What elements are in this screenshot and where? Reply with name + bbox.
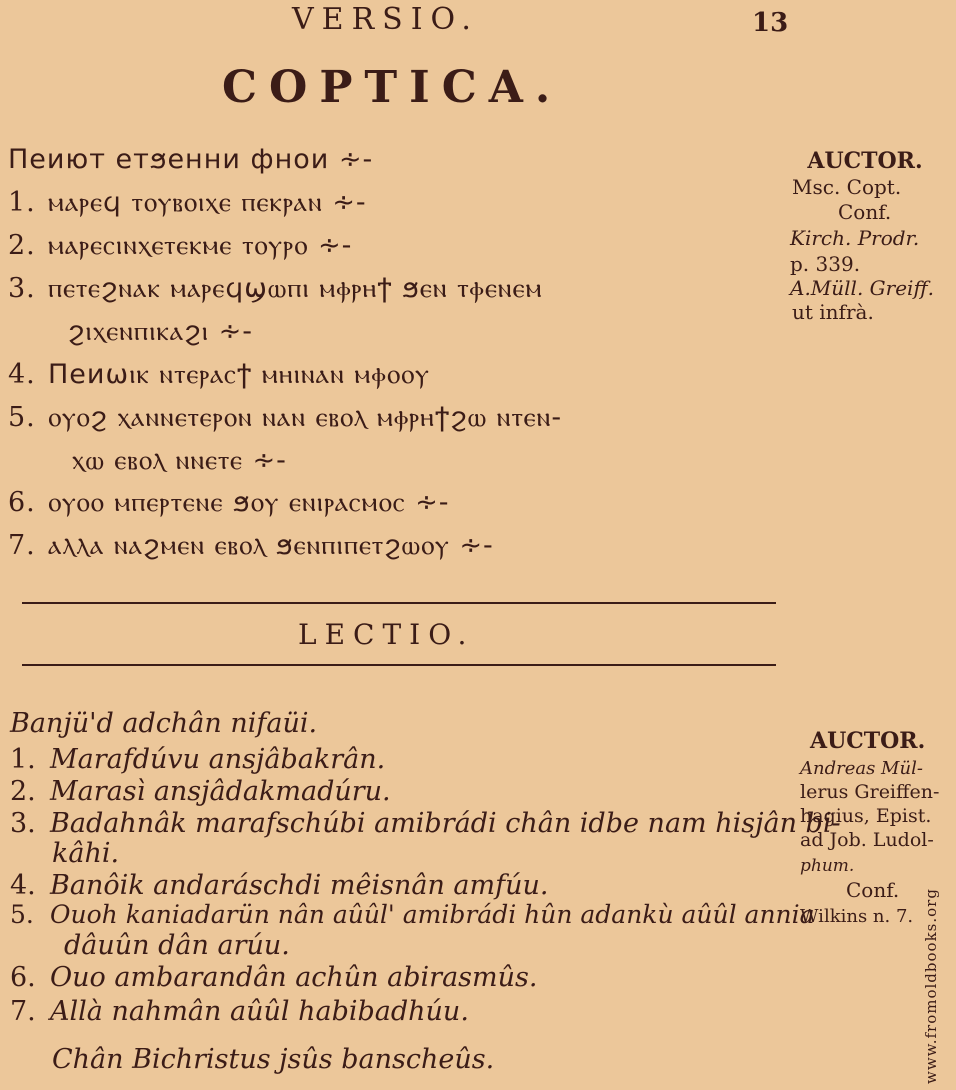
verse-number: 3.	[10, 808, 36, 839]
verse-text: Allà nahmân aûûl habibadhúu.	[50, 996, 469, 1027]
verse-text: ⲙⲁⲣⲉⲥⲓⲛⲭⲉⲧⲉⲕⲙⲉ ⲧⲟⲩⲣⲟ ∻-	[48, 230, 353, 261]
verse-number: 2.	[8, 230, 36, 261]
coptic-line	[8, 530, 494, 562]
lectio-line	[10, 962, 537, 993]
verse-number: 3.	[8, 273, 36, 304]
divider	[22, 602, 776, 604]
verse-number: 2.	[10, 776, 36, 807]
verse-text: Ouoh kaniadarün nân aûûl' amibrádi hûn adankù aûûl annia	[50, 900, 815, 929]
margin-note-coptic	[790, 148, 940, 174]
section-title: COPTICA.	[222, 62, 563, 113]
verse-text: ⲟⲩⲟⲟ ⲙⲡⲉⲣⲧⲉⲛⲉ ϧⲟⲩ ⲉⲛⲓⲣⲁⲥⲙⲟⲥ ∻-	[48, 487, 450, 518]
verse-number: 6.	[8, 487, 36, 518]
verse-text: Пеиωⲓⲕ ⲛⲧⲉⲣⲁⲥϯ ⲙⲏⲓⲛⲁⲛ ⲙⲫⲟⲟⲩ	[48, 359, 430, 390]
coptic-intro: Пеиют етϧенни фнои ∻-	[8, 144, 374, 175]
coptic-line-continued	[72, 445, 287, 477]
note-line: Kirch. Prodr.	[790, 226, 920, 250]
lectio-closing: Chân Bichristus jsûs banscheûs.	[52, 1044, 495, 1075]
lectio-line	[10, 870, 549, 901]
lectio-line-continued	[52, 838, 119, 869]
note-line: lerus Greiffen-	[800, 781, 940, 803]
verse-number: 4.	[8, 359, 36, 390]
note-line: hagius, Epist.	[800, 805, 932, 827]
lectio-line	[10, 744, 385, 775]
note-title: AUCTOR.	[810, 728, 926, 754]
verse-text: kâhi.	[52, 838, 120, 869]
note-line: ut infrà.	[792, 300, 874, 324]
note-line: p. 339.	[790, 252, 861, 276]
verse-number: 6.	[10, 962, 36, 993]
note-line: phum.	[800, 856, 855, 876]
verse-text: Marafdúvu ansjâbakrân.	[50, 744, 386, 775]
verse-number: 1.	[8, 187, 36, 218]
verse-text: ϩⲓⲭⲉⲛⲡⲓⲕⲁϩⲓ ∻-	[68, 316, 254, 347]
note-line: Andreas Mül-	[800, 758, 923, 779]
coptic-line	[8, 230, 352, 262]
note-line: Conf.	[838, 200, 892, 224]
verse-text: Badahnâk marafschúbi amibrádi chân idbe nam hisjân bi-	[50, 808, 841, 839]
verse-text: ⲡⲉⲧⲉϩⲛⲁⲕ ⲙⲁⲣⲉϥϣⲱⲡⲓ ⲙⲫⲣⲏϯ ϧⲉⲛ ⲧⲫⲉⲛⲉⲙ	[48, 273, 543, 304]
verse-text: ⲭⲱ ⲉⲃⲟⲗ ⲛⲛⲉⲧⲉ ∻-	[72, 445, 287, 476]
note-line: Conf.	[846, 878, 900, 902]
verse-number: 1.	[10, 744, 36, 775]
running-title: VERSIO.	[292, 2, 479, 37]
site-watermark: www.fromoldbooks.org	[922, 888, 940, 1084]
coptic-line	[8, 402, 562, 434]
verse-number: 5.	[10, 900, 34, 929]
lectio-line-continued	[64, 930, 290, 961]
verse-text: ⲟⲩⲟϩ ⲭⲁⲛⲛⲉⲧⲉⲣⲟⲛ ⲛⲁⲛ ⲉⲃⲟⲗ ⲙⲫⲣⲏϯϩⲱ ⲛⲧⲉⲛ-	[48, 402, 563, 433]
verse-text: Banôik andaráschdi mêisnân amfúu.	[50, 870, 549, 901]
verse-text: ⲁⲗⲗⲁ ⲛⲁϩⲙⲉⲛ ⲉⲃⲟⲗ ϧⲉⲛⲡⲓⲡⲉⲧϩⲱⲟⲩ ∻-	[48, 530, 494, 561]
verse-text: dâuûn dân arúu.	[64, 930, 290, 961]
verse-number: 5.	[8, 402, 36, 433]
note-line: Msc. Copt.	[792, 175, 902, 199]
verse-number: 4.	[10, 870, 36, 901]
verse-number: 7.	[10, 996, 36, 1027]
note-line: A.Müll. Greiff.	[790, 276, 934, 300]
coptic-line	[8, 187, 367, 219]
lectio-line	[10, 996, 469, 1027]
coptic-line	[8, 359, 430, 391]
note-title: AUCTOR.	[807, 148, 923, 174]
divider	[22, 664, 776, 666]
coptic-line-continued	[68, 316, 253, 348]
verse-text: ⲙⲁⲣⲉϥ ⲧⲟⲩⲃⲟⲓⲭⲉ ⲡⲉⲕⲣⲁⲛ ∻-	[48, 187, 367, 218]
note-line: Wilkins n. 7.	[800, 906, 914, 927]
lectio-intro: Banjü'd adchân nifaüi.	[10, 708, 318, 739]
verse-text: Ouo ambarandân achûn abirasmûs.	[50, 962, 538, 993]
lectio-line	[10, 808, 841, 839]
verse-number: 7.	[8, 530, 36, 561]
coptic-line	[8, 487, 450, 519]
lectio-line	[10, 776, 391, 807]
verse-text: Marasì ansjâdakmadúru.	[50, 776, 391, 807]
coptic-line	[8, 273, 543, 305]
note-line: ad Job. Ludol-	[800, 829, 934, 851]
page-number: 13	[752, 8, 789, 38]
lectio-line	[10, 900, 815, 929]
lectio-title: LECTIO.	[298, 618, 475, 651]
